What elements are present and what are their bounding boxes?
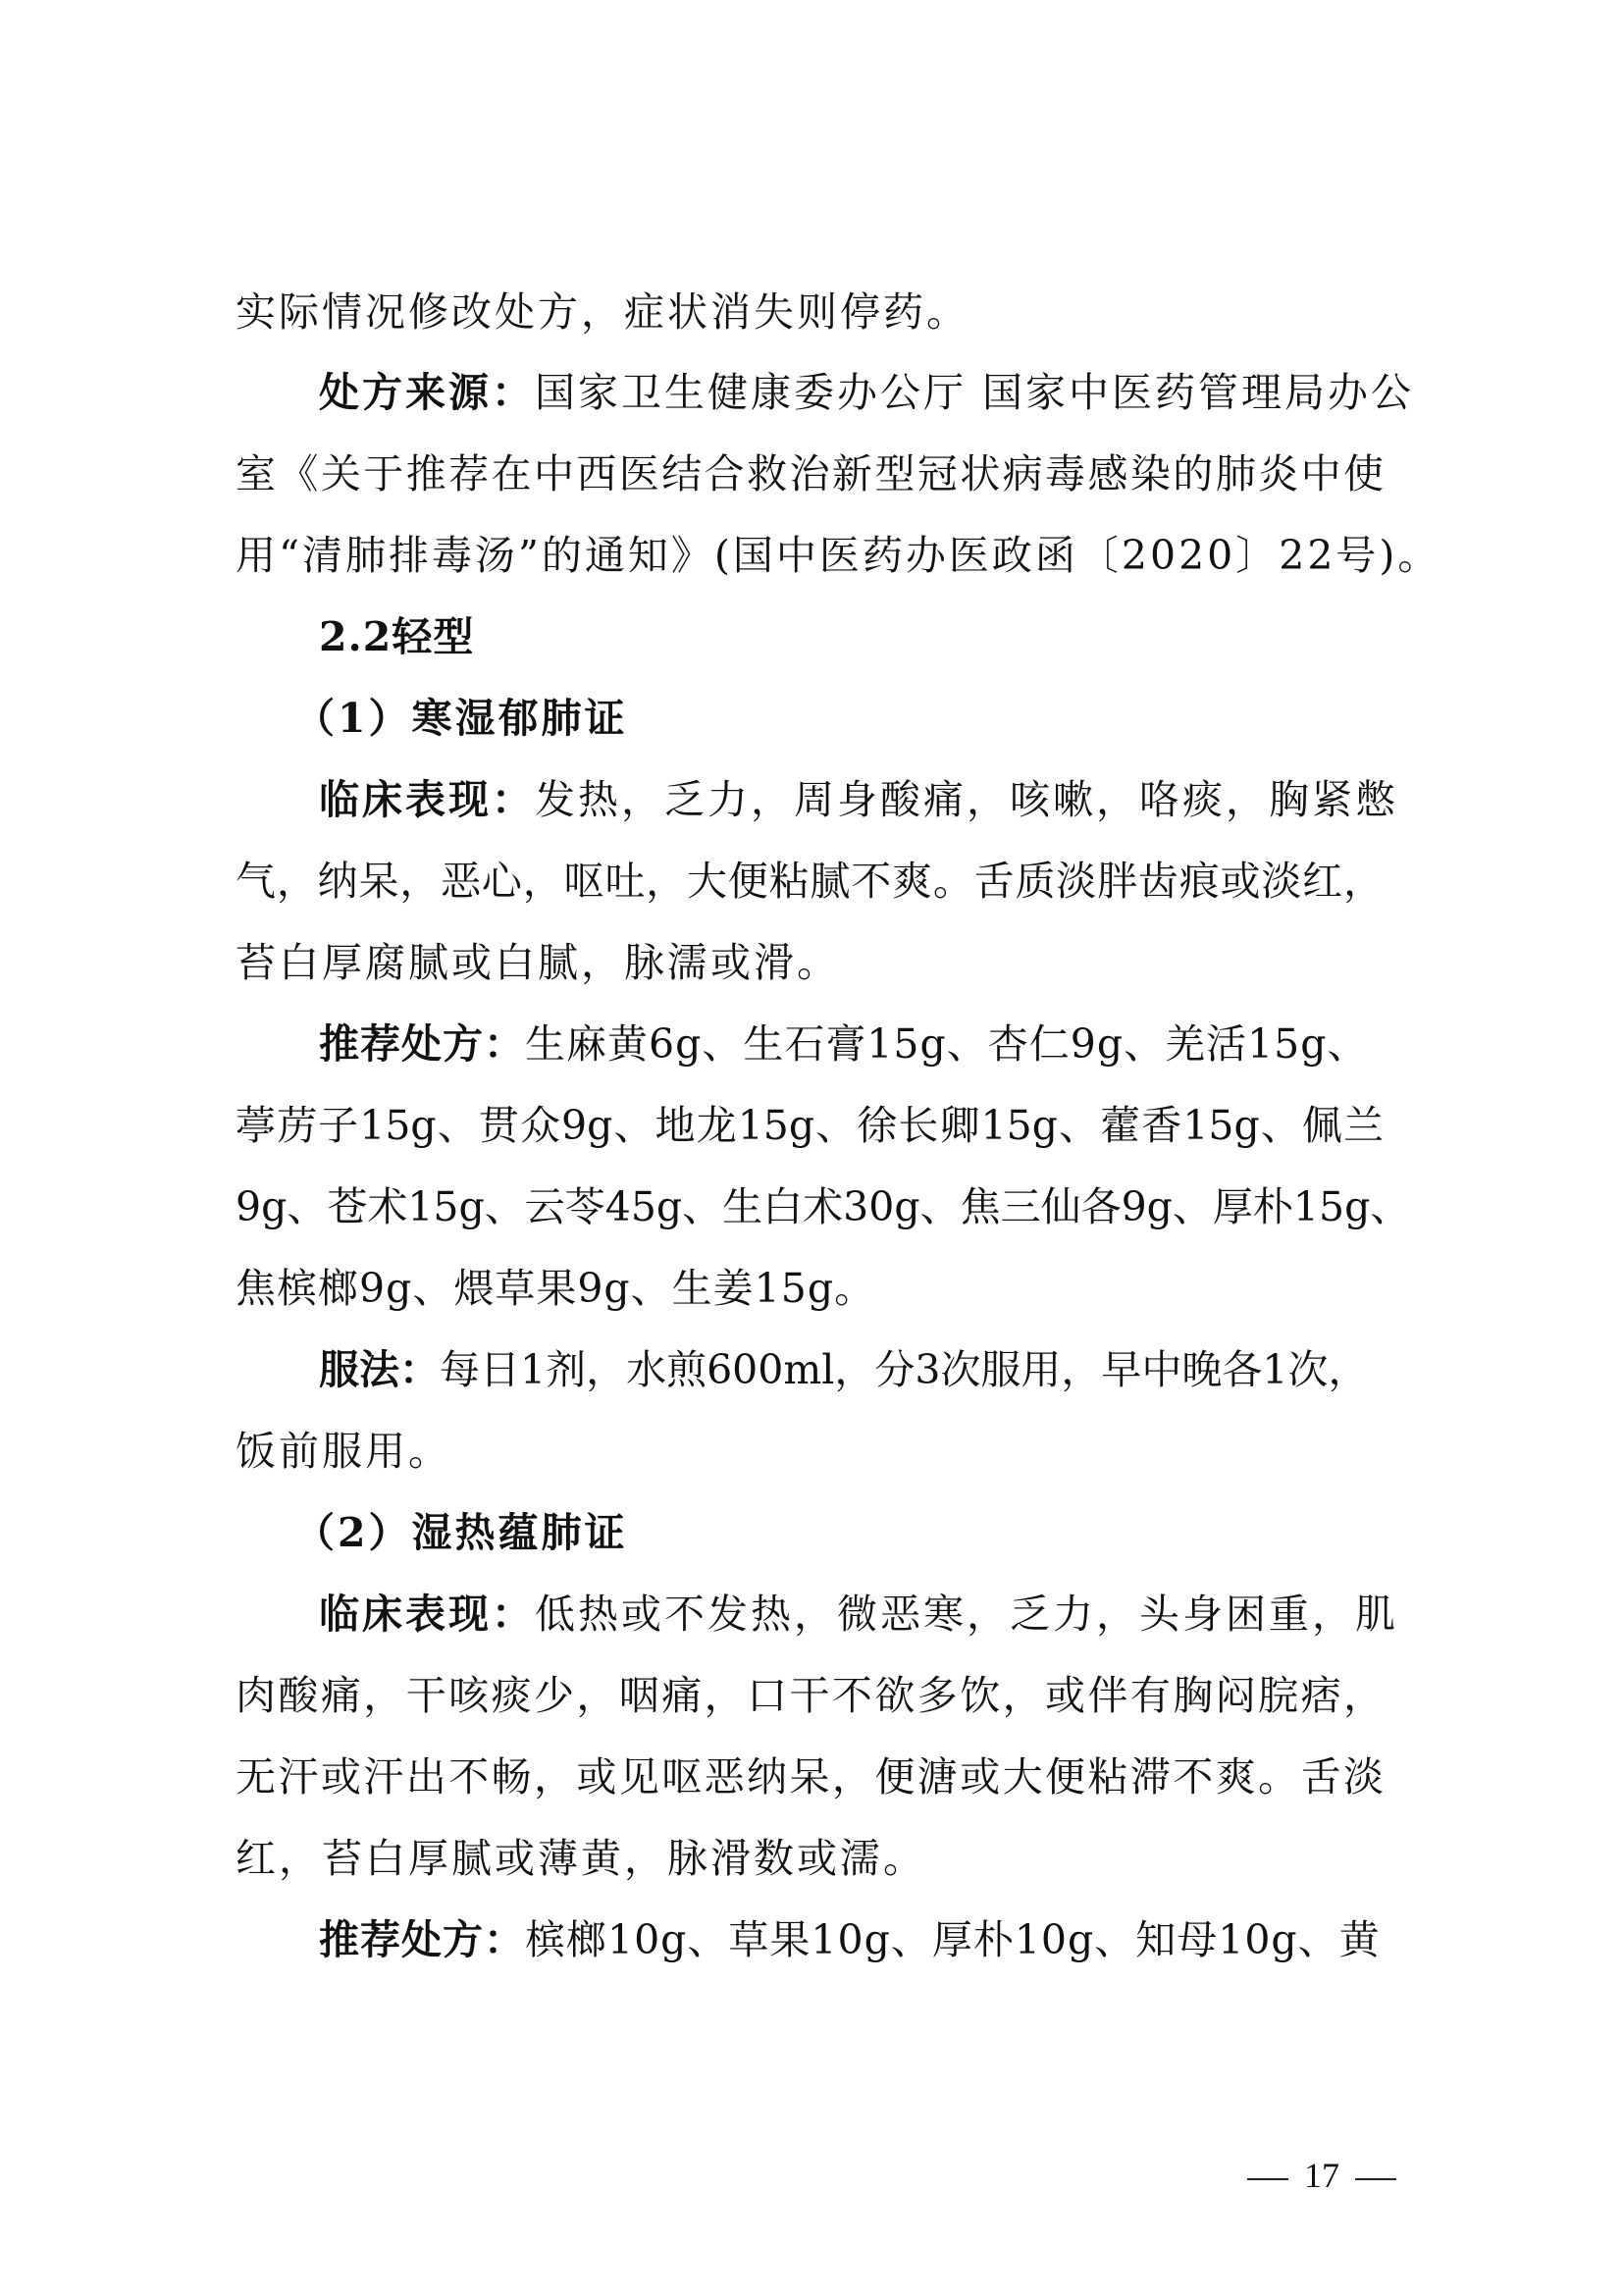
paragraph-line: 推荐处方：生麻黄6g、生石膏15g、杏仁9g、羌活15g、: [319, 1020, 1369, 1068]
section-heading: 2.2轻型: [319, 613, 475, 660]
paragraph-line: 苔白厚腐腻或白腻，脉濡或滑。: [236, 939, 840, 986]
paragraph-line: 焦槟榔9g、煨草果9g、生姜15g。: [236, 1265, 876, 1312]
paragraph-line: 临床表现：低热或不发热，微恶寒，乏力，头身困重，肌: [319, 1591, 1398, 1638]
paragraph-line: 肉酸痛，干咳痰少，咽痛，口干不欲多饮，或伴有胸闷脘痞，: [236, 1672, 1384, 1719]
paragraph-line: 推荐处方：槟榔10g、草果10g、厚朴10g、知母10g、黄: [319, 1916, 1381, 1963]
paragraph-line: 气，纳呆，恶心，呕吐，大便粘腻不爽。舌质淡胖齿痕或淡红，: [236, 858, 1384, 905]
dash-left: [1247, 2178, 1288, 2180]
dash-right: [1355, 2178, 1396, 2180]
label-prescription-source: 处方来源：: [319, 369, 535, 416]
paragraph-line: 9g、苍术15g、云苓45g、生白术30g、焦三仙各9g、厚朴15g、: [236, 1183, 1411, 1230]
paragraph-line: 无汗或汗出不畅，或见呕恶纳呆，便溏或大便粘滞不爽。舌淡: [236, 1753, 1384, 1800]
label-recommended-prescription: 推荐处方：: [319, 1916, 525, 1963]
label-clinical-manifestation: 临床表现：: [319, 1591, 535, 1638]
paragraph-line: 临床表现：发热，乏力，周身酸痛，咳嗽，咯痰，胸紧憋: [319, 776, 1398, 823]
subsection-heading: （2）湿热蕴肺证: [294, 1509, 628, 1556]
paragraph-line: 饭前服用。: [236, 1428, 451, 1475]
paragraph-line: 实际情况修改处方，症状消失则停药。: [236, 288, 969, 336]
label-clinical-manifestation: 临床表现：: [319, 776, 535, 823]
label-usage: 服法：: [319, 1346, 440, 1393]
paragraph-line: 葶苈子15g、贯众9g、地龙15g、徐长卿15g、藿香15g、佩兰: [236, 1102, 1384, 1149]
paragraph-line: 处方来源：国家卫生健康委办公厅 国家中医药管理局办公: [319, 369, 1415, 416]
paragraph-line: 红，苔白厚腻或薄黄，脉滑数或濡。: [236, 1835, 926, 1882]
paragraph-line: 用“清肺排毒汤”的通知》(国中医药办医政函〔2020〕22号)。: [236, 532, 1441, 579]
page-number: 17: [1231, 2151, 1412, 2200]
paragraph-line: 服法：每日1剂，水煎600ml，分3次服用，早中晚各1次，: [319, 1346, 1369, 1393]
label-recommended-prescription: 推荐处方：: [319, 1020, 525, 1068]
paragraph-line: 室《关于推荐在中西医结合救治新型冠状病毒感染的肺炎中使: [236, 450, 1384, 497]
subsection-heading: （1）寒湿郁肺证: [294, 695, 628, 742]
